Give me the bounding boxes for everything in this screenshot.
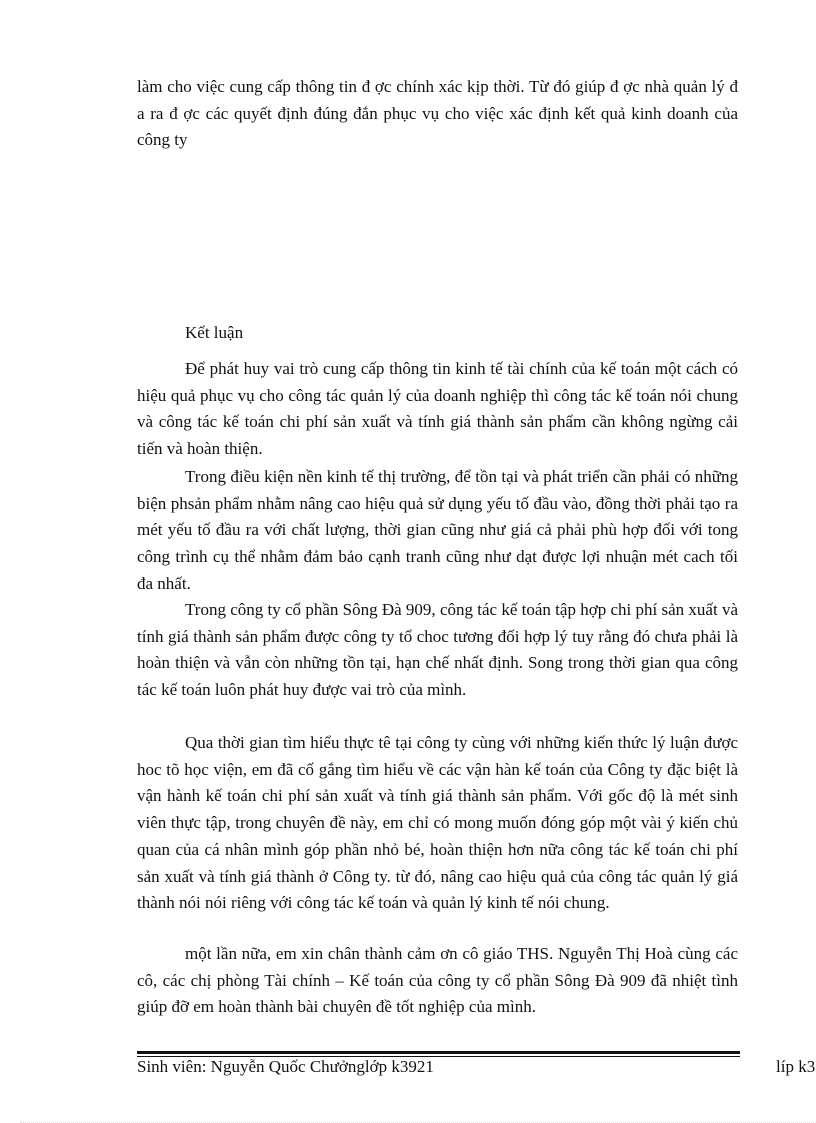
footer-student-info: Sinh viên: Nguyễn Quốc Chưởnglớp k3921 — [137, 1057, 434, 1076]
footer-rule-thick — [137, 1051, 740, 1054]
body-paragraph: Để phát huy vai trò cung cấp thông tin kinh tế tài chính của kế toán một cách có hiệu quả phục vụ cho công tác quản lý của doanh nghiệp thì công tác kế toán nói chung và công tác kế toán chi phí sản xuất và tính giá thành sản phẩm cần không ngừng cải tiến và hoàn thiện. — [137, 359, 738, 459]
body-paragraph: Trong công ty cổ phần Sông Đà 909, công tác kế toán tập hợp chi phí sản xuất và tính giá thành sản phẩm được công ty tổ choc tương đối hợp lý tuy rằng đó chưa phải là hoàn thiện và vẫn còn những tồn tại, hạn chế nhất định. Song trong thời gian qua công tác kế toán luôn phát huy được vai trò của mình. — [137, 600, 738, 700]
body-paragraph: Trong điều kiện nền kinh tế thị trường, để tồn tại và phát triển cần phải có những biện phsản phẩm nhằm nâng cao hiệu quả sử dụng yếu tố đầu vào, đồng thời phải tạo ra mét yếu tố đầu ra với chất lượng, thời gian cũng như giá cả phải phù hợp đối với tong công trình cụ thể nhằm đảm bảo cạnh tranh cũng như dạt được lợi nhuận mét cach tối đa nhất. — [137, 467, 738, 593]
footer-class-label: líp k3 — [776, 1057, 816, 1076]
body-paragraph: một lần nữa, em xin chân thành cảm ơn cô giáo THS. Nguyễn Thị Hoà cùng các cô, các chị phòng Tài chính – Kế toán của công ty cổ phần Sông Đà 909 đã nhiệt tình giúp đỡ em hoàn thành bài chuyên đề tốt nghiệp của mình. — [137, 944, 738, 1017]
intro-paragraph: làm cho việc cung cấp thông tin đ ợc chính xác kịp thời. Từ đó giúp đ ợc nhà quản lý đ a ra đ ợc các quyết định đúng đắn phục vụ cho việc xác định kết quả kinh doanh của công ty — [137, 77, 738, 150]
body-paragraph: Qua thời gian tìm hiểu thực tê tại công ty cùng với những kiến thức lý luận được hoc tõ học viện, em đã cố gắng tìm hiểu về các vận hàn kế toán của Công ty đặc biệt là vận hành kế toán chi phí sản xuất và tính giá thành sản phẩm. Với gốc độ là mét sinh viên thực tập, trong chuyên đề này, em chỉ có mong muốn đóng góp một vài ý kiến chủ quan của cá nhân mình góp phần nhỏ bé, hoàn thiện hơn nữa công tác kế toán chi phí sản xuất và tính giá thành ở Công ty. từ đó, nâng cao hiệu quả của công tác quản lý giá thành nói nói riêng với công tác kế toán và quản lý kinh tế nói chung. — [137, 733, 738, 913]
section-heading: Kết luận — [185, 323, 244, 342]
